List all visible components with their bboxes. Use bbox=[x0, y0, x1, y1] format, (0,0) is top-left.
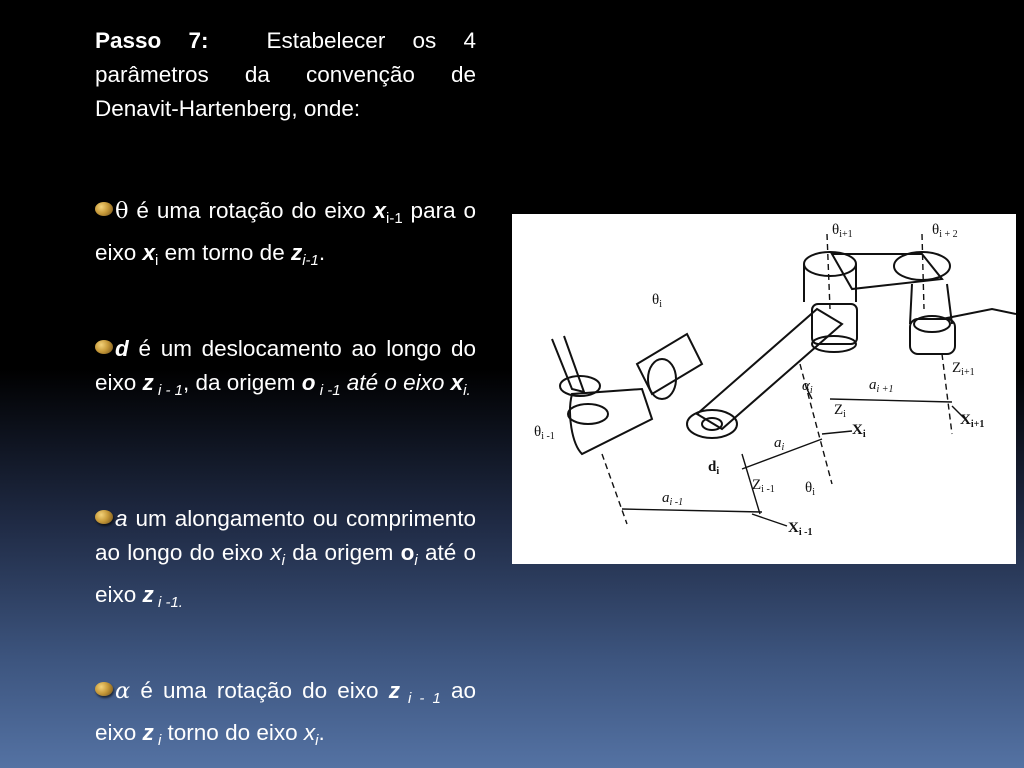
label-x-i: $X_i$ bbox=[852, 422, 866, 440]
dh-robot-arm-diagram bbox=[512, 214, 1016, 564]
bullet-icon bbox=[95, 340, 113, 354]
label-x-im1: $X_{i -1}$ bbox=[788, 520, 813, 538]
axis-z-i1-line bbox=[827, 234, 830, 309]
link-im1-body bbox=[570, 389, 652, 454]
label-a-i: $a_i$ bbox=[774, 435, 785, 453]
vector-x-im1 bbox=[752, 514, 787, 526]
link-left-column bbox=[552, 336, 584, 392]
slide-text bbox=[95, 24, 477, 749]
d-symbol: d bbox=[115, 336, 129, 361]
label-z-ip1: $Z_{i+1}$ bbox=[952, 360, 975, 378]
label-theta-i1: $\theta_{i+1}$ bbox=[832, 222, 853, 240]
label-z-im1: $Z_{i -1}$ bbox=[752, 477, 775, 495]
axis-z-i2-line bbox=[922, 234, 924, 309]
vector-x-i bbox=[822, 431, 852, 434]
label-theta-im1: $\theta_{i -1}$ bbox=[534, 424, 555, 442]
diagram-labels bbox=[534, 222, 984, 538]
theta-definition: θ é uma rotação do eixo $x_{i-1}$ para o eixo $x_i$ em torno de $z_{i-1}$. bbox=[95, 198, 476, 269]
a-symbol: a bbox=[115, 506, 128, 531]
joint-im1-bottom bbox=[568, 404, 608, 424]
alpha-definition: α é uma rotação do eixo z $_{i - 1}$ ao eixo z $_i$ torno do eixo $x_i$. bbox=[95, 678, 477, 749]
link-i2-stub bbox=[942, 309, 1016, 319]
alpha-symbol: α bbox=[115, 678, 131, 704]
robot-links bbox=[552, 252, 1016, 454]
step-description: Estabelecer os 4 parâmetros da convenção de Denavit-Hartenberg, onde: bbox=[95, 28, 476, 121]
label-theta-i-bottom: $\theta_i$ bbox=[805, 480, 815, 498]
bullet-icon bbox=[95, 202, 113, 216]
d-definition: d é um deslocamento ao longo do eixo z $_{i - 1}$, da origem o $_{i -1}$ até o eixo $x_{i.}$ bbox=[95, 336, 476, 399]
link-elbow bbox=[637, 334, 702, 394]
axis-z-ip1-line bbox=[942, 354, 952, 434]
vector-a-im1 bbox=[622, 509, 762, 512]
label-alpha-i: $\alpha_i$ bbox=[802, 378, 813, 396]
joint-axes bbox=[602, 234, 952, 524]
joint-elbow bbox=[648, 359, 676, 399]
label-x-ip1: $X_{i+1}$ bbox=[960, 412, 985, 430]
theta-symbol: θ bbox=[115, 198, 129, 224]
joint-i2-column bbox=[910, 319, 955, 354]
a-definition: a um alongamento ou comprimento ao longo do eixo $x_i$ da origem $o_i$ até o eixo z $_{i -1.}$ bbox=[95, 506, 476, 611]
dh-diagram-svg bbox=[512, 214, 1016, 564]
bullet-icon bbox=[95, 682, 113, 696]
label-d-i: $d_i$ bbox=[708, 459, 720, 477]
label-theta-i-top: $\theta_i$ bbox=[652, 292, 662, 310]
label-a-ip1: $a_{i +1}$ bbox=[869, 377, 894, 395]
axis-z-im1-line bbox=[602, 454, 627, 524]
label-theta-i2: $\theta_{i + 2}$ bbox=[932, 222, 958, 240]
step-label: Passo 7: bbox=[95, 28, 209, 53]
joint-i1-top bbox=[804, 252, 856, 276]
bullet-icon bbox=[95, 510, 113, 524]
step-heading bbox=[95, 24, 476, 126]
vector-a-ip1 bbox=[830, 399, 952, 402]
label-a-im1: $a_{i -1}$ bbox=[662, 490, 684, 508]
label-z-i: $Z_i$ bbox=[834, 402, 846, 420]
